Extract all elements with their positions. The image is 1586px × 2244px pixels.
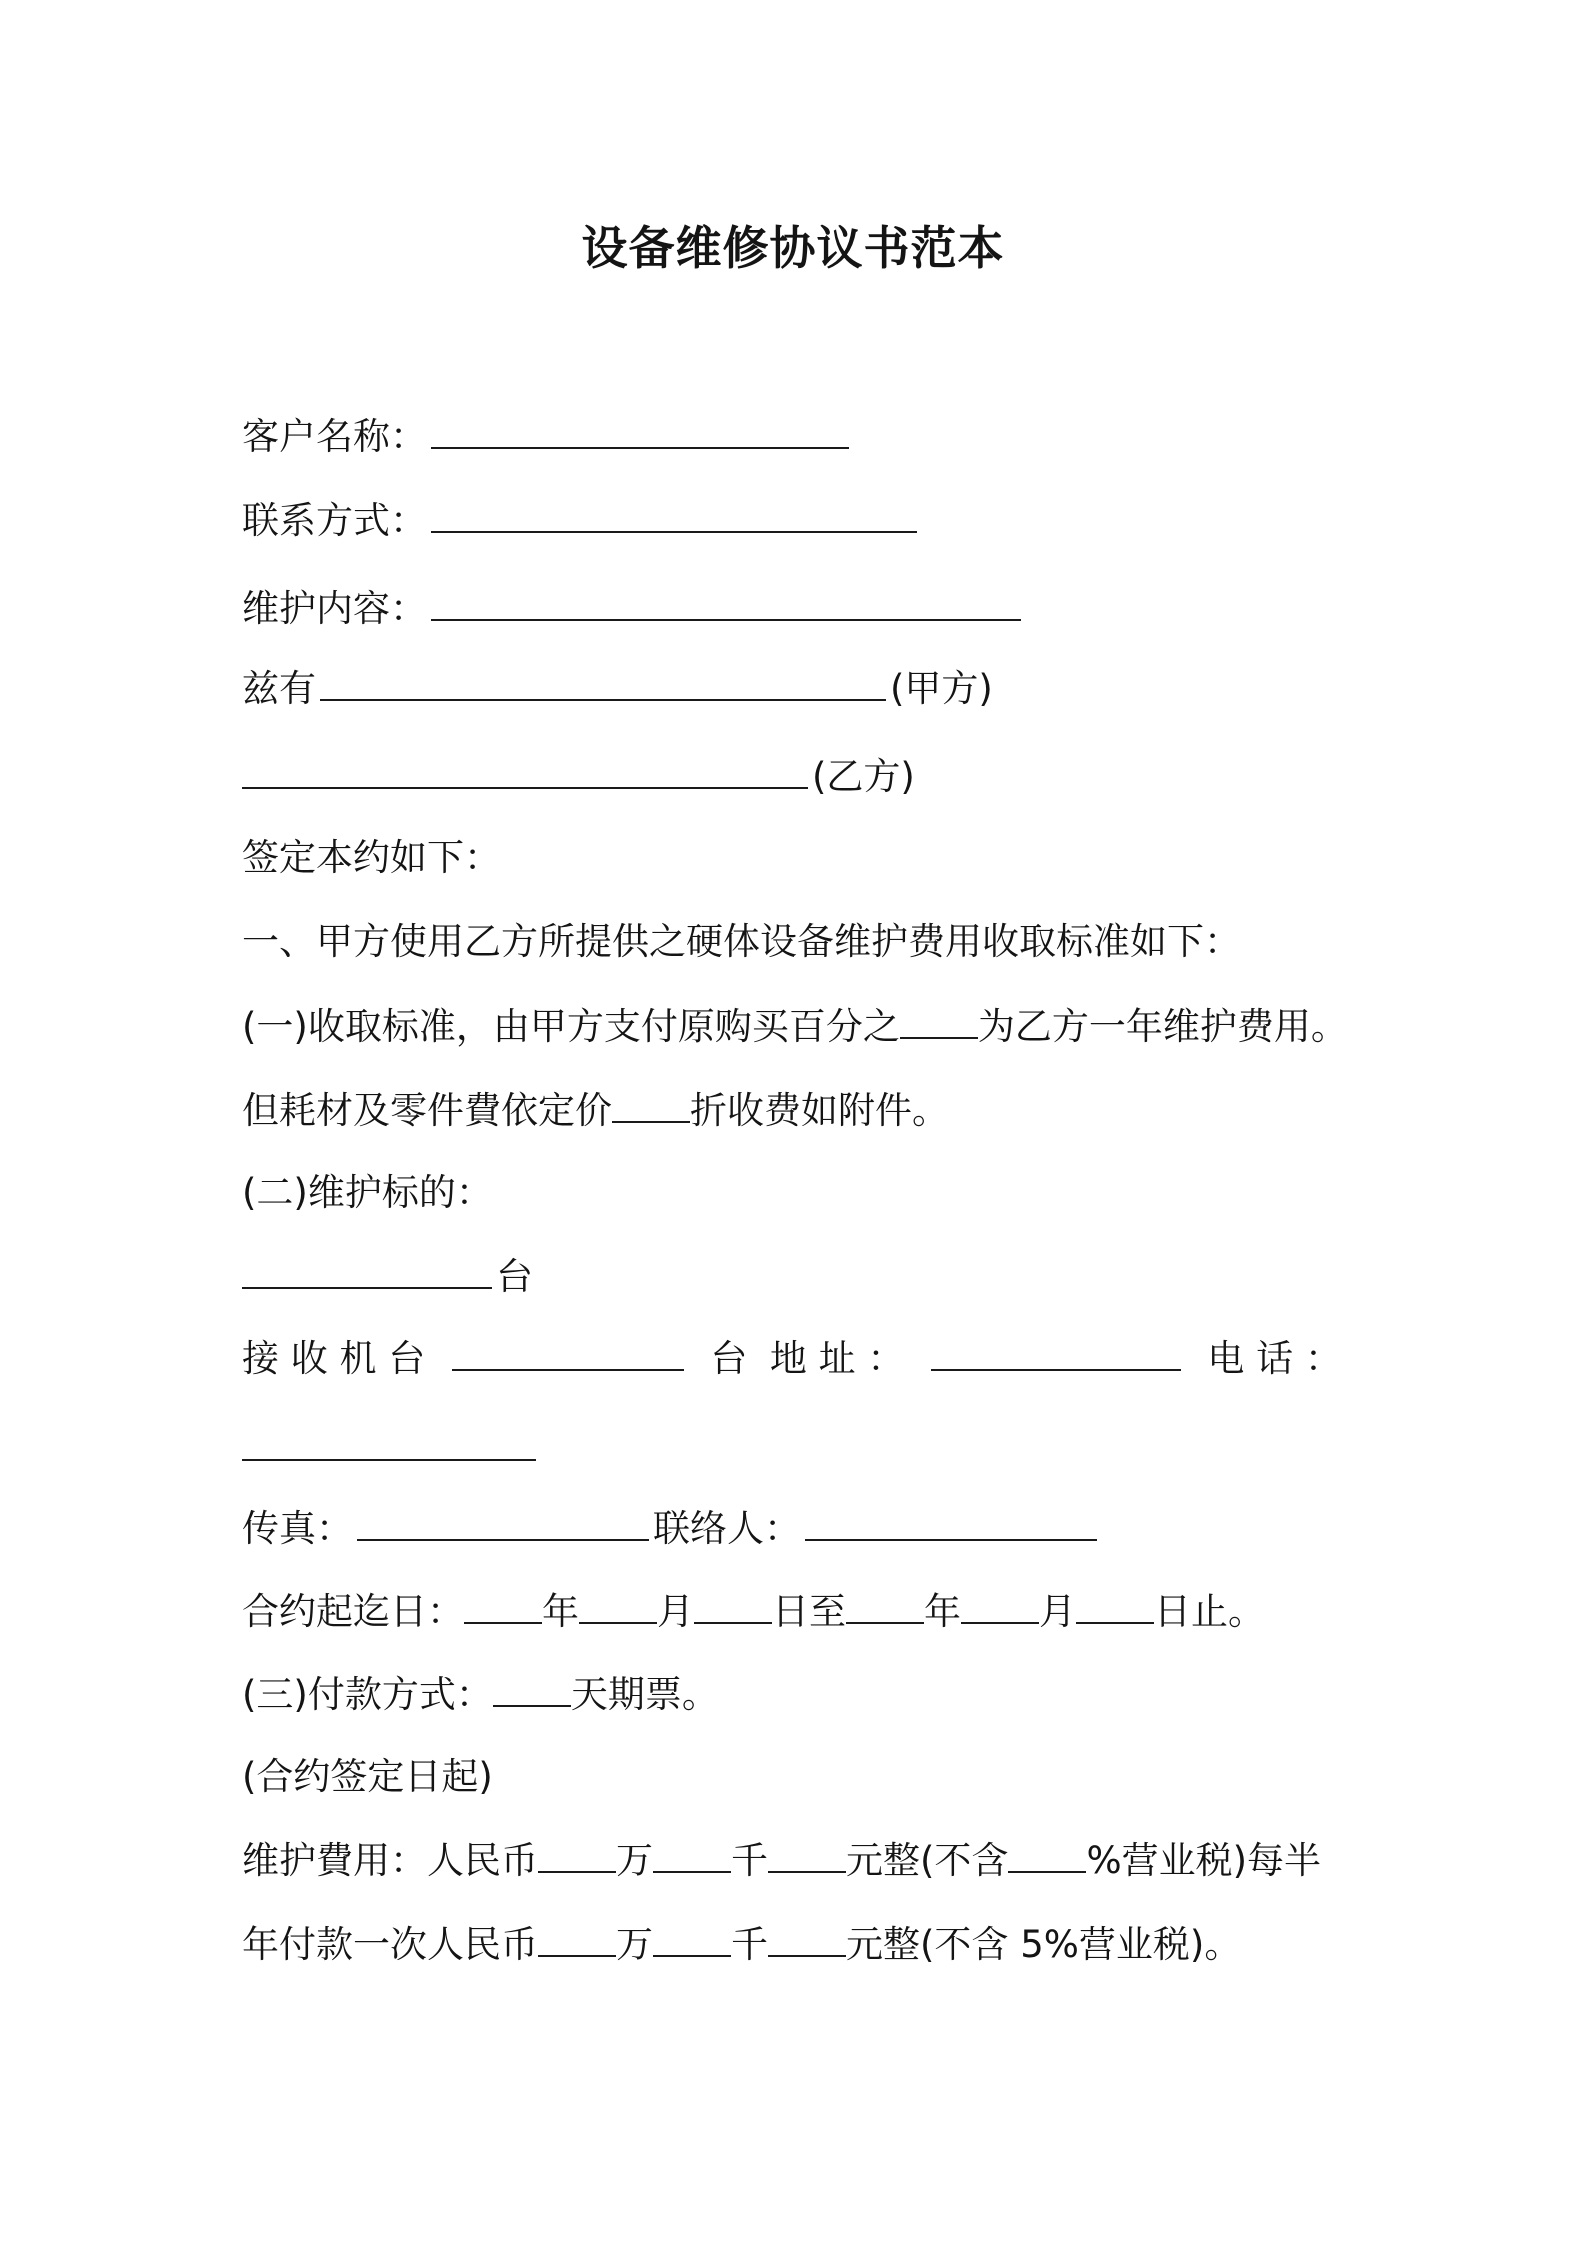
fee-tax-text: %营业税)每半 bbox=[1086, 1839, 1322, 1882]
customer-name-line bbox=[242, 413, 853, 461]
fax-blank[interactable] bbox=[357, 1509, 649, 1541]
end-year-unit: 年 bbox=[924, 1590, 961, 1633]
unit-line bbox=[242, 1253, 533, 1301]
customer-name-label: 客户名称： bbox=[242, 415, 427, 458]
address-blank[interactable] bbox=[931, 1339, 1181, 1371]
fax-line bbox=[242, 1505, 1101, 1553]
contact-person-blank[interactable] bbox=[805, 1509, 1097, 1541]
semi-wan-blank[interactable] bbox=[538, 1925, 616, 1957]
unit-tai: 台 bbox=[496, 1255, 533, 1298]
receive-count-blank[interactable] bbox=[452, 1339, 684, 1371]
document-title: 设备维修协议书范本 bbox=[581, 221, 1005, 275]
semiannual-prefix: 年付款一次人民币 bbox=[242, 1923, 538, 1966]
percent-blank[interactable] bbox=[900, 1007, 978, 1039]
period-line bbox=[242, 1588, 1265, 1636]
receive-line bbox=[242, 1335, 1342, 1383]
semi-tax-text: 元整(不含 5%营业税)。 bbox=[846, 1923, 1242, 1966]
party-b-blank[interactable] bbox=[242, 757, 808, 789]
semi-qian-blank[interactable] bbox=[653, 1925, 731, 1957]
customer-name-blank[interactable] bbox=[431, 417, 849, 449]
party-a-line bbox=[242, 665, 993, 713]
phone-line bbox=[242, 1425, 540, 1473]
party-a-suffix: (甲方) bbox=[890, 667, 993, 710]
start-day-blank[interactable] bbox=[694, 1592, 772, 1624]
clause-1-2-text-b: 折收费如附件。 bbox=[690, 1089, 949, 1132]
start-day-unit: 日至 bbox=[772, 1590, 846, 1633]
fee-wan-unit: 万 bbox=[616, 1839, 653, 1882]
fee-yuan-excl: 元整(不含 bbox=[846, 1839, 1009, 1882]
party-b-line bbox=[242, 753, 915, 801]
end-day-unit: 日止。 bbox=[1154, 1590, 1265, 1633]
receive-label: 接 收 机 台 bbox=[242, 1337, 426, 1380]
party-b-suffix: (乙方) bbox=[812, 755, 915, 798]
clause-1-1-text-b: 为乙方一年维护费用。 bbox=[977, 1005, 1348, 1048]
clause-1-1 bbox=[242, 1003, 1348, 1051]
content-blank[interactable] bbox=[431, 589, 1021, 621]
clause-3-text-a: (三)付款方式： bbox=[242, 1673, 493, 1716]
days-blank[interactable] bbox=[493, 1675, 571, 1707]
end-month-blank[interactable] bbox=[961, 1592, 1039, 1624]
content-label: 维护内容： bbox=[242, 587, 427, 630]
start-month-unit: 月 bbox=[657, 1590, 694, 1633]
phone-label: 电 话 ： bbox=[1207, 1337, 1342, 1380]
clause-1: 一、甲方使用乙方所提供之硬体设备维护费用收取标准如下： bbox=[242, 920, 1241, 963]
semi-qian-unit: 千 bbox=[731, 1923, 768, 1966]
clause-3-text-b: 天期票。 bbox=[570, 1673, 719, 1716]
fee-wan-blank[interactable] bbox=[538, 1841, 616, 1873]
semi-wan-unit: 万 bbox=[616, 1923, 653, 1966]
content-line bbox=[242, 585, 1025, 633]
receive-tai: 台 bbox=[710, 1337, 748, 1380]
fee-qian-unit: 千 bbox=[731, 1839, 768, 1882]
fee-line bbox=[242, 1837, 1321, 1885]
start-year-unit: 年 bbox=[542, 1590, 579, 1633]
start-month-blank[interactable] bbox=[579, 1592, 657, 1624]
clause-1-2-text-a: 但耗材及零件費依定价 bbox=[242, 1089, 612, 1132]
semiannual-line bbox=[242, 1921, 1241, 1969]
period-label: 合约起迄日： bbox=[242, 1590, 464, 1633]
end-month-unit: 月 bbox=[1039, 1590, 1076, 1633]
unit-count-blank[interactable] bbox=[242, 1257, 492, 1289]
address-label: 地 址 ： bbox=[769, 1337, 905, 1380]
agree-line: 签定本约如下： bbox=[242, 836, 501, 879]
phone-blank[interactable] bbox=[242, 1429, 536, 1461]
contact-blank[interactable] bbox=[431, 501, 917, 533]
fee-yuan-blank[interactable] bbox=[768, 1841, 846, 1873]
party-a-blank[interactable] bbox=[320, 669, 886, 701]
start-year-blank[interactable] bbox=[464, 1592, 542, 1624]
clause-1-2 bbox=[242, 1087, 949, 1135]
end-day-blank[interactable] bbox=[1076, 1592, 1154, 1624]
clause-2: (二)维护标的： bbox=[242, 1171, 493, 1214]
discount-blank[interactable] bbox=[612, 1091, 690, 1123]
tax-percent-blank[interactable] bbox=[1008, 1841, 1086, 1873]
fee-qian-blank[interactable] bbox=[653, 1841, 731, 1873]
contact-person-label: 联络人： bbox=[653, 1507, 801, 1550]
clause-1-1-text-a: (一)收取标准，由甲方支付原购买百分之 bbox=[242, 1005, 900, 1048]
from-sign-line: (合约签定日起) bbox=[242, 1755, 493, 1798]
party-a-prefix: 兹有 bbox=[242, 667, 316, 710]
contact-line bbox=[242, 497, 921, 545]
contact-label: 联系方式： bbox=[242, 499, 427, 542]
fax-label: 传真： bbox=[242, 1507, 353, 1550]
fee-label: 维护費用：人民币 bbox=[242, 1839, 538, 1882]
semi-yuan-blank[interactable] bbox=[768, 1925, 846, 1957]
end-year-blank[interactable] bbox=[846, 1592, 924, 1624]
clause-3 bbox=[242, 1671, 719, 1719]
